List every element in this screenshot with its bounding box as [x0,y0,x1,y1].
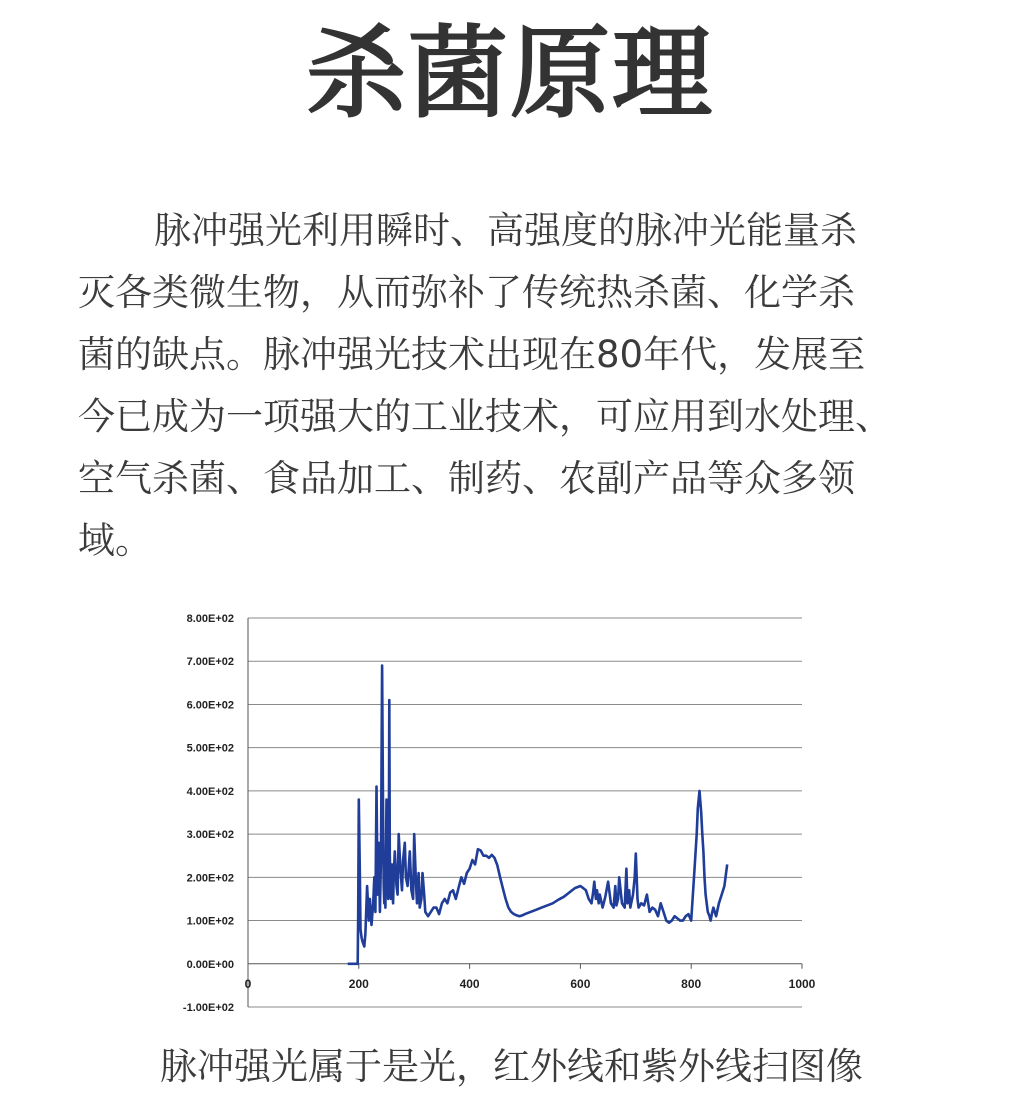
y-tick-label: 0.00E+00 [186,958,234,971]
y-tick-label: 1.00E+02 [186,915,234,928]
paragraph-line: 灭各类微生物，从而弥补了传统热杀菌、化学杀 [78,271,855,314]
y-tick-label: -1.00E+02 [182,1002,234,1014]
paragraph-line: 今已成为一项强大的工业技术，可应用到水处理、 [78,395,892,438]
paragraph-line: 空气杀菌、食品加工、制药、农副产品等众多领 [78,457,855,500]
spectrum-chart [160,600,840,1025]
series-line [348,666,728,964]
paragraph-line: 脉冲强光利用瞬时、高强度的脉冲光能量杀 [154,209,857,252]
y-tick-label: 6.00E+02 [186,699,234,712]
y-tick-label: 3.00E+02 [186,829,234,842]
paragraph-line: 菌的缺点。脉冲强光技术出现在80年代，发展至 [78,333,866,376]
y-tick-label: 2.00E+02 [186,872,234,885]
x-tick-label: 0 [244,976,252,991]
y-tick-label: 4.00E+02 [186,785,234,798]
x-tick-label: 200 [348,976,369,991]
intro-paragraph [78,200,958,572]
x-tick-label: 1000 [788,976,816,991]
paragraph-line: 域。 [78,519,152,562]
y-tick-label: 7.00E+02 [186,656,234,669]
y-tick-label: 8.00E+02 [186,613,234,625]
page-title: 杀菌原理 [306,15,714,132]
next-paragraph-partial: 脉冲强光属于是光，红外线和紫外线扫图像 [160,1045,863,1088]
chart-canvas [160,600,840,1025]
y-tick-label: 5.00E+02 [186,742,234,755]
x-tick-label: 400 [459,976,480,991]
x-tick-label: 800 [681,976,702,991]
x-tick-label: 600 [570,976,591,991]
